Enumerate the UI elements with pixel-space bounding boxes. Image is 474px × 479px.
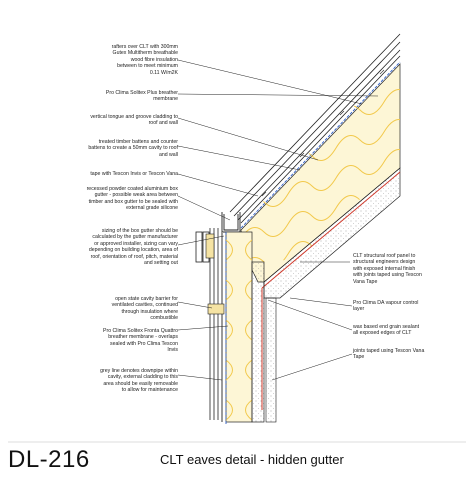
note-end-grain-sealant: wax based end grain sealant all exposed edges of CLT [353, 324, 420, 337]
note-vapour-control: Pro Clima DA vapour control layer [353, 300, 419, 313]
note-fronta-quattro: Pro Clima Solitex Fronta Quattro breather membrane - overlaps sealed with Pro Clima Tescon Invis [103, 328, 178, 354]
drawing-code: DL-216 [8, 446, 90, 473]
note-tape: tape with Tescon Invis or Tescon Vana [90, 171, 178, 177]
note-box-gutter: recessed powder coated aluminium box gutter - possible weak area between timber and box gutter to be sealed with external grade silicone [86, 186, 178, 212]
note-cavity-barrier: open state cavity barrier for ventilated cavities, continued through insulation where combustible [111, 296, 178, 322]
note-battens: treated timber battens and counter battens to create a 50mm cavity to roof and wall [88, 139, 178, 158]
note-cladding: vertical tongue and groove cladding to roof and wall [90, 114, 178, 127]
cavity-barrier [208, 304, 224, 314]
note-rafters: rafters over CLT with 300mm Gutex Multitherm breathable wood fibre insulation between to meet minimum 0.11 W/m2K [111, 44, 178, 76]
clt-wall-inner [266, 298, 276, 422]
clt-wall-panel [252, 262, 264, 422]
timber-fascia [206, 234, 214, 258]
note-joints-taped: joints taped using Tescon Vana Tape [353, 348, 425, 361]
note-breather-membrane: Pro Clima Solitex Plus breather membrane [105, 90, 178, 103]
drawing-title: CLT eaves detail - hidden gutter [160, 452, 344, 467]
note-clt-panel: CLT structural roof panel to structural engineers design with exposed internal finish with joints taped using Tescon Vana Tape [353, 253, 422, 285]
note-gutter-sizing: sizing of the box gutter should be calculated by the gutter manufacturer or approved installer, sizing can vary depending on building location, area of roof, orientation of roof, pitch, material and setting out [88, 228, 178, 267]
note-downpipe: grey line denotes downpipe within cavity, external cladding to this area should be easily removable to allow for maintenance [100, 368, 178, 394]
box-gutter [222, 212, 240, 232]
